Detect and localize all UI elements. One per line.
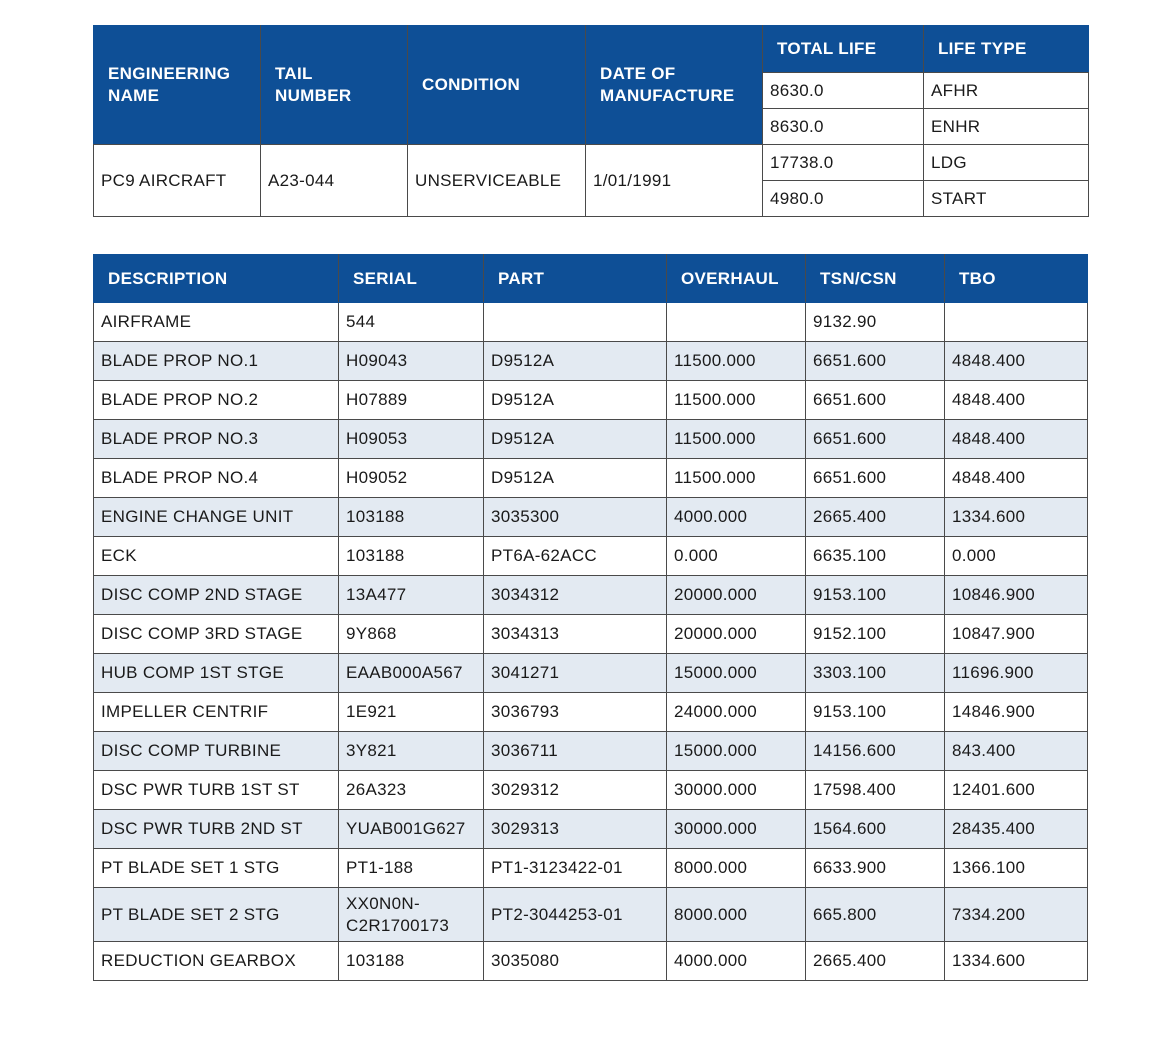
tsn-csn-cell: 17598.400 bbox=[806, 771, 945, 810]
components-body bbox=[94, 303, 1088, 981]
header-life-type: LIFE TYPE bbox=[924, 26, 1089, 73]
part-cell: 3034313 bbox=[484, 615, 667, 654]
overhaul-cell: 20000.000 bbox=[667, 576, 806, 615]
description-cell: BLADE PROP NO.2 bbox=[94, 381, 339, 420]
description-cell: DSC PWR TURB 2ND ST bbox=[94, 810, 339, 849]
table-row bbox=[94, 498, 1088, 537]
life-type-cell: ENHR bbox=[924, 109, 1089, 145]
serial-cell: H09043 bbox=[339, 342, 484, 381]
tsn-csn-cell: 6651.600 bbox=[806, 420, 945, 459]
overhaul-cell: 4000.000 bbox=[667, 942, 806, 981]
table-row bbox=[94, 888, 1088, 942]
tbo-cell: 10846.900 bbox=[945, 576, 1088, 615]
tsn-csn-cell: 9153.100 bbox=[806, 693, 945, 732]
overhaul-cell: 8000.000 bbox=[667, 849, 806, 888]
tbo-cell: 11696.900 bbox=[945, 654, 1088, 693]
tbo-cell: 843.400 bbox=[945, 732, 1088, 771]
date-of-manufacture-value: 1/01/1991 bbox=[586, 145, 763, 217]
serial-cell: 103188 bbox=[339, 942, 484, 981]
tsn-csn-cell: 14156.600 bbox=[806, 732, 945, 771]
description-cell: ECK bbox=[94, 537, 339, 576]
serial-cell: H07889 bbox=[339, 381, 484, 420]
tsn-csn-cell: 6651.600 bbox=[806, 459, 945, 498]
tsn-csn-cell: 6633.900 bbox=[806, 849, 945, 888]
table-row bbox=[94, 942, 1088, 981]
tsn-csn-cell: 6651.600 bbox=[806, 381, 945, 420]
serial-cell: 26A323 bbox=[339, 771, 484, 810]
table-row bbox=[94, 303, 1088, 342]
header-date-of-manufacture: DATE OF MANUFACTURE bbox=[586, 26, 763, 145]
tsn-csn-cell: 6635.100 bbox=[806, 537, 945, 576]
description-cell: DISC COMP 2ND STAGE bbox=[94, 576, 339, 615]
part-cell: 3034312 bbox=[484, 576, 667, 615]
description-cell: BLADE PROP NO.4 bbox=[94, 459, 339, 498]
serial-cell: H09053 bbox=[339, 420, 484, 459]
header-tsn-csn: TSN/CSN bbox=[806, 255, 945, 303]
overhaul-cell: 11500.000 bbox=[667, 420, 806, 459]
summary-value-row bbox=[94, 145, 1089, 181]
description-cell: DSC PWR TURB 1ST ST bbox=[94, 771, 339, 810]
tbo-cell: 12401.600 bbox=[945, 771, 1088, 810]
serial-cell: XX0N0N-C2R1700173 bbox=[339, 888, 484, 942]
tbo-cell: 4848.400 bbox=[945, 381, 1088, 420]
tsn-csn-cell: 9132.90 bbox=[806, 303, 945, 342]
tbo-cell: 1334.600 bbox=[945, 942, 1088, 981]
overhaul-cell: 11500.000 bbox=[667, 459, 806, 498]
serial-cell: PT1-188 bbox=[339, 849, 484, 888]
overhaul-cell: 30000.000 bbox=[667, 810, 806, 849]
life-type-cell: START bbox=[924, 181, 1089, 217]
tbo-cell: 14846.900 bbox=[945, 693, 1088, 732]
part-cell: PT6A-62ACC bbox=[484, 537, 667, 576]
table-row bbox=[94, 576, 1088, 615]
serial-cell: 103188 bbox=[339, 537, 484, 576]
description-cell: DISC COMP TURBINE bbox=[94, 732, 339, 771]
tbo-cell bbox=[945, 303, 1088, 342]
tsn-csn-cell: 9153.100 bbox=[806, 576, 945, 615]
description-cell: DISC COMP 3RD STAGE bbox=[94, 615, 339, 654]
part-cell: D9512A bbox=[484, 342, 667, 381]
header-part: PART bbox=[484, 255, 667, 303]
overhaul-cell: 8000.000 bbox=[667, 888, 806, 942]
tbo-cell: 4848.400 bbox=[945, 459, 1088, 498]
life-type-cell: LDG bbox=[924, 145, 1089, 181]
components-table bbox=[93, 254, 1088, 981]
part-cell bbox=[484, 303, 667, 342]
tsn-csn-cell: 665.800 bbox=[806, 888, 945, 942]
description-cell: HUB COMP 1ST STGE bbox=[94, 654, 339, 693]
tsn-csn-cell: 3303.100 bbox=[806, 654, 945, 693]
total-life-cell: 4980.0 bbox=[763, 181, 924, 217]
header-condition: CONDITION bbox=[408, 26, 586, 145]
description-cell: PT BLADE SET 1 STG bbox=[94, 849, 339, 888]
header-description: DESCRIPTION bbox=[94, 255, 339, 303]
part-cell: 3029312 bbox=[484, 771, 667, 810]
serial-cell: H09052 bbox=[339, 459, 484, 498]
serial-cell: YUAB001G627 bbox=[339, 810, 484, 849]
part-cell: 3041271 bbox=[484, 654, 667, 693]
header-tail-number: TAIL NUMBER bbox=[261, 26, 408, 145]
serial-cell: 3Y821 bbox=[339, 732, 484, 771]
tbo-cell: 28435.400 bbox=[945, 810, 1088, 849]
table-row bbox=[94, 420, 1088, 459]
part-cell: PT1-3123422-01 bbox=[484, 849, 667, 888]
serial-cell: 13A477 bbox=[339, 576, 484, 615]
tbo-cell: 4848.400 bbox=[945, 342, 1088, 381]
tsn-csn-cell: 2665.400 bbox=[806, 942, 945, 981]
overhaul-cell: 20000.000 bbox=[667, 615, 806, 654]
serial-cell: EAAB000A567 bbox=[339, 654, 484, 693]
part-cell: D9512A bbox=[484, 420, 667, 459]
tbo-cell: 0.000 bbox=[945, 537, 1088, 576]
tsn-csn-cell: 2665.400 bbox=[806, 498, 945, 537]
header-engineering-name: ENGINEERING NAME bbox=[94, 26, 261, 145]
aircraft-summary-table bbox=[93, 25, 1089, 217]
table-row bbox=[94, 771, 1088, 810]
overhaul-cell: 15000.000 bbox=[667, 732, 806, 771]
total-life-cell: 17738.0 bbox=[763, 145, 924, 181]
part-cell: D9512A bbox=[484, 381, 667, 420]
header-overhaul: OVERHAUL bbox=[667, 255, 806, 303]
table-row bbox=[94, 615, 1088, 654]
table-row bbox=[94, 381, 1088, 420]
table-row bbox=[94, 693, 1088, 732]
table-row bbox=[94, 459, 1088, 498]
description-cell: PT BLADE SET 2 STG bbox=[94, 888, 339, 942]
table-row bbox=[94, 537, 1088, 576]
total-life-cell: 8630.0 bbox=[763, 73, 924, 109]
description-cell: ENGINE CHANGE UNIT bbox=[94, 498, 339, 537]
tbo-cell: 7334.200 bbox=[945, 888, 1088, 942]
part-cell: 3029313 bbox=[484, 810, 667, 849]
part-cell: PT2-3044253-01 bbox=[484, 888, 667, 942]
serial-cell: 1E921 bbox=[339, 693, 484, 732]
tbo-cell: 10847.900 bbox=[945, 615, 1088, 654]
part-cell: 3035080 bbox=[484, 942, 667, 981]
tsn-csn-cell: 1564.600 bbox=[806, 810, 945, 849]
serial-cell: 103188 bbox=[339, 498, 484, 537]
table-row bbox=[94, 810, 1088, 849]
overhaul-cell bbox=[667, 303, 806, 342]
description-cell: AIRFRAME bbox=[94, 303, 339, 342]
life-type-cell: AFHR bbox=[924, 73, 1089, 109]
table-row bbox=[94, 342, 1088, 381]
header-tbo: TBO bbox=[945, 255, 1088, 303]
table-row bbox=[94, 849, 1088, 888]
overhaul-cell: 0.000 bbox=[667, 537, 806, 576]
description-cell: BLADE PROP NO.3 bbox=[94, 420, 339, 459]
description-cell: IMPELLER CENTRIF bbox=[94, 693, 339, 732]
tbo-cell: 1366.100 bbox=[945, 849, 1088, 888]
overhaul-cell: 30000.000 bbox=[667, 771, 806, 810]
condition-value: UNSERVICEABLE bbox=[408, 145, 586, 217]
part-cell: 3036793 bbox=[484, 693, 667, 732]
tail-number-value: A23-044 bbox=[261, 145, 408, 217]
tbo-cell: 1334.600 bbox=[945, 498, 1088, 537]
header-total-life: TOTAL LIFE bbox=[763, 26, 924, 73]
serial-cell: 9Y868 bbox=[339, 615, 484, 654]
overhaul-cell: 4000.000 bbox=[667, 498, 806, 537]
table-row bbox=[94, 732, 1088, 771]
table-row bbox=[94, 654, 1088, 693]
tsn-csn-cell: 6651.600 bbox=[806, 342, 945, 381]
tsn-csn-cell: 9152.100 bbox=[806, 615, 945, 654]
overhaul-cell: 15000.000 bbox=[667, 654, 806, 693]
components-header-row bbox=[94, 255, 1088, 303]
engineering-name-value: PC9 AIRCRAFT bbox=[94, 145, 261, 217]
description-cell: REDUCTION GEARBOX bbox=[94, 942, 339, 981]
part-cell: 3035300 bbox=[484, 498, 667, 537]
overhaul-cell: 11500.000 bbox=[667, 381, 806, 420]
overhaul-cell: 11500.000 bbox=[667, 342, 806, 381]
description-cell: BLADE PROP NO.1 bbox=[94, 342, 339, 381]
header-serial: SERIAL bbox=[339, 255, 484, 303]
summary-header-row bbox=[94, 26, 1089, 73]
total-life-cell: 8630.0 bbox=[763, 109, 924, 145]
tbo-cell: 4848.400 bbox=[945, 420, 1088, 459]
part-cell: D9512A bbox=[484, 459, 667, 498]
overhaul-cell: 24000.000 bbox=[667, 693, 806, 732]
serial-cell: 544 bbox=[339, 303, 484, 342]
part-cell: 3036711 bbox=[484, 732, 667, 771]
